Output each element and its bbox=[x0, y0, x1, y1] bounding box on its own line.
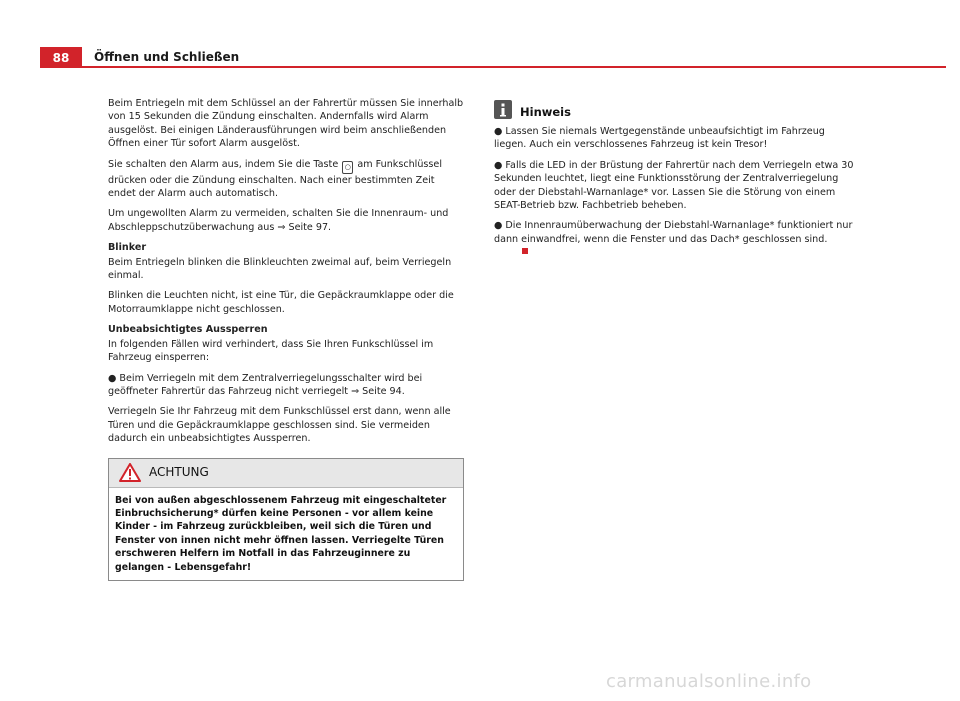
page-number: 88 bbox=[40, 47, 82, 68]
warning-box bbox=[108, 458, 464, 581]
paragraph-alarm-aus bbox=[108, 158, 464, 201]
warning-title: ACHTUNG bbox=[149, 464, 209, 479]
paragraph-blinker: Beim Entriegeln blinken die Blinkleuchten zweimal auf, beim Verriegeln einmal. bbox=[108, 256, 452, 282]
heading-aussperren: Unbeabsichtigtes Aussperren bbox=[108, 324, 268, 336]
note-bullet-text: Lassen Sie niemals Wertgegenstände unbeaufsichtigt im Fahrzeug liegen. Auch ein verschlossenes Fahrzeug ist kein Tresor! bbox=[494, 126, 825, 151]
alarm-key-icon: ○ bbox=[342, 161, 353, 174]
left-column bbox=[108, 97, 464, 581]
warning-text: Bei von außen abgeschlossenem Fahrzeug mit eingeschalteter Einbruchsicherung* dürfen keine Personen - vor allem keine Kinder - im Fahrzeug zurückbleiben, weil sich die Türen und Fenster von innen nicht mehr öffnen lassen. Verriegelte Türen erschweren Helfern im Notfall in das Fahrzeuginnere zu gelangen - Lebensgefahr! bbox=[115, 494, 447, 573]
bullet-text: Beim Verriegeln mit dem Zentralverriegelungsschalter wird bei geöffneter Fahrertür das Fahrzeug nicht verriegelt ⇒ Seite 94. bbox=[108, 372, 423, 397]
list-item: ● Die Innenraumüberwachung der Diebstahl-Warnanlage* funktioniert nur dann einwandfrei, wenn die Fenster und das Dach* geschlossen sind. bbox=[494, 219, 854, 259]
warning-triangle-icon bbox=[119, 463, 141, 482]
heading-blinker: Blinker bbox=[108, 242, 147, 254]
paragraph-blinker-nicht: Blinken die Leuchten nicht, ist eine Tür, die Gepäckraumklappe oder die Motorraumklappe nicht geschlossen. bbox=[108, 290, 454, 315]
note-bullet-text: Falls die LED in der Brüstung der Fahrertür nach dem Verriegeln etwa 30 Sekunden leuchtet, liegt eine Funktionsstörung der Zentralverriegelung oder der Diebstahl-Warnanlage* vor. Lassen Sie die Störung von einem SEAT-Betrieb bzw. Fachbetrieb beheben. bbox=[494, 159, 854, 212]
list-item: ● Beim Verriegeln mit dem Zentralverriegelungsschalter wird bei geöffneter Fahrertür das Fahrzeug nicht verriegelt ⇒ Seite 94. bbox=[108, 372, 423, 397]
list-item: ● Lassen Sie niemals Wertgegenstände unbeaufsichtigt im Fahrzeug liegen. Auch ein verschlossenes Fahrzeug ist kein Tresor! bbox=[494, 126, 825, 151]
paragraph-verriegeln: Verriegeln Sie Ihr Fahrzeug mit dem Funkschlüssel erst dann, wenn alle Türen und die Gepäckraumklappe geschlossen sind. Sie vermeiden dadurch ein unbeabsichtigtes Aussperren. bbox=[108, 406, 451, 445]
end-of-section-icon bbox=[522, 248, 528, 254]
right-column bbox=[494, 97, 854, 267]
note-bullet-text: Die Innenraumüberwachung der Diebstahl-Warnanlage* funktioniert nur dann einwandfrei, wenn die Fenster und das Dach* geschlossen sind. bbox=[494, 220, 853, 245]
paragraph-alarm-aus-part2: am Funkschlüssel drücken oder die Zündung einschalten. Nach einer bestimmten Zeit endet der Alarm auch automatisch. bbox=[108, 158, 442, 200]
list-item: ● Falls die LED in der Brüstung der Fahrertür nach dem Verriegeln etwa 30 Sekunden leuchtet, liegt eine Funktionsstörung der Zentralverriegelung oder der Diebstahl-Warnanlage* vor. Lassen Sie die Störung von einem SEAT-Betrieb bzw. Fachbetrieb beheben. bbox=[494, 159, 854, 212]
note-header bbox=[494, 100, 854, 119]
paragraph-alarm-aus-part1: Sie schalten den Alarm aus, indem Sie die Taste bbox=[108, 158, 339, 170]
paragraph-ungewollter-alarm: Um ungewollten Alarm zu vermeiden, schalten Sie die Innenraum- und Abschleppschutzüberwachung aus ⇒ Seite 97. bbox=[108, 208, 449, 233]
info-icon bbox=[494, 100, 512, 119]
page-title: Öffnen und Schließen bbox=[94, 50, 240, 64]
warning-header bbox=[109, 459, 463, 488]
note-title: Hinweis bbox=[520, 104, 571, 119]
header-rule bbox=[82, 66, 946, 68]
paragraph-entriegeln: Beim Entriegeln mit dem Schlüssel an der Fahrertür müssen Sie innerhalb von 15 Sekunden die Zündung einschalten. Andernfalls wird Alarm ausgelöst. Bei einigen Länderausführungen wird beim anschließenden Öffnen einer Tür sofort Alarm ausgelöst. bbox=[108, 98, 464, 150]
paragraph-aussperren: In folgenden Fällen wird verhindert, dass Sie Ihren Funkschlüssel im Fahrzeug einsperren: bbox=[108, 338, 434, 364]
watermark: carmanualsonline.info bbox=[606, 671, 812, 692]
